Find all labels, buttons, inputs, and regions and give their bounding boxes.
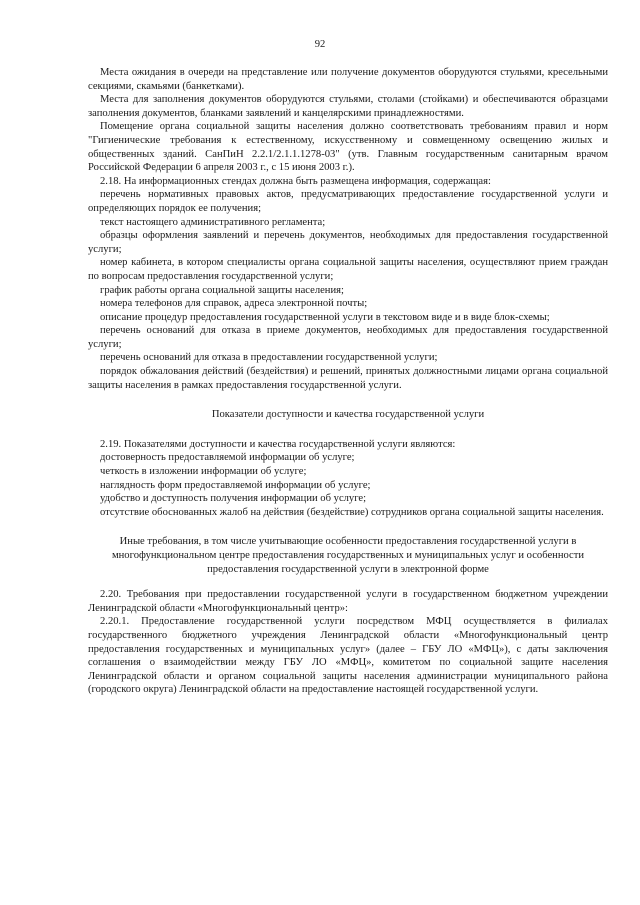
paragraph: 2.18. На информационных стендах должна быть размещена информация, содержащая: <box>100 175 491 187</box>
page-number: 92 <box>314 39 326 50</box>
paragraph: достоверность предоставляемой информации об услуге; <box>100 452 355 464</box>
paragraph: четкость в изложении информации об услуге; <box>100 466 307 478</box>
paragraph: Места для заполнения документов оборудуются стульями, столами (стойками) и обеспечиваются образцами заполнения документов, бланками заявлений и канцелярскими принадлежностями. <box>88 94 608 119</box>
page-body <box>88 66 608 697</box>
paragraph: текст настоящего административного регламента; <box>100 216 326 228</box>
paragraph: перечень оснований для отказа в предоставлении государственной услуги; <box>100 352 438 364</box>
paragraph: 2.20. Требования при предоставлении государственной услуги в государственном бюджетном учреждении Ленинградской области «Многофункциональный центр»: <box>88 589 608 614</box>
paragraph: Места ожидания в очереди на представление или получение документов оборудуются стульями, кресельными секциями, скамьями (банкетками). <box>88 67 608 92</box>
paragraph: график работы органа социальной защиты населения; <box>100 284 344 296</box>
paragraph: перечень оснований для отказа в приеме документов, необходимых для предоставления государственной услуги; <box>88 325 608 350</box>
paragraph: отсутствие обоснованных жалоб на действия (бездействие) сотрудников органа социальной защиты населения. <box>100 506 604 518</box>
section-mfc-requirements <box>88 588 608 697</box>
section-premises-requirements <box>88 66 608 392</box>
paragraph: описание процедур предоставления государственной услуги в текстовом виде и в виде блок-схемы; <box>100 311 550 323</box>
section-heading-accessibility: Показатели доступности и качества государственной услуги <box>211 409 485 421</box>
paragraph: удобство и доступность получения информации об услуге; <box>100 493 367 505</box>
paragraph: Помещение органа социальной защиты населения должно соответствовать требованиям правил и норм "Гигиенические требования к естественному, искусственному и совмещенному освещению жилых и общественных зданий. СанПиН 2.2.1/2.1.1.1278-03" (утв. Главным государственным санитарным врачом Российской Федерации 6 апреля 2003 г., с 15 июня 2003 г.). <box>88 121 608 174</box>
section-heading-other-requirements: Иные требования, в том числе учитывающие особенности предоставления государственной услуги в многофункциональном центре предоставления государственных и муниципальных услуг и особенности предоставления государственной услуги в электронной форме <box>111 536 585 575</box>
paragraph: перечень нормативных правовых актов, предусматривающих предоставление государственной услуги и определяющих порядок ее получения; <box>88 189 608 214</box>
paragraph: образцы оформления заявлений и перечень документов, необходимых для предоставления государственной услуги; <box>88 230 608 255</box>
paragraph: наглядность форм предоставляемой информации об услуге; <box>100 479 371 491</box>
paragraph: номера телефонов для справок, адреса электронной почты; <box>100 298 368 310</box>
paragraph: номер кабинета, в котором специалисты органа социальной защиты населения, осуществляют прием граждан по вопросам предоставления государственной услуги; <box>88 257 608 282</box>
paragraph: 2.19. Показателями доступности и качества государственной услуги являются: <box>100 438 456 450</box>
section-accessibility-indicators <box>88 438 608 520</box>
paragraph: 2.20.1. Предоставление государственной услуги посредством МФЦ осуществляется в филиалах государственного бюджетного учреждения Ленинградской области «Многофункциональный центр предоставления государственных и муниципальных услуг» (далее – ГБУ ЛО «МФЦ»), с даты заключения соглашения о взаимодействии между ГБУ ЛО «МФЦ», комитетом по социальной защите населения Ленинградской области и органом социальной защиты населения администрации муниципального района (городского округа) Ленинградской области на предоставление настоящей государственной услуги. <box>88 616 608 696</box>
paragraph: порядок обжалования действий (бездействия) и решений, принятых должностными лицами органа социальной защиты населения в рамках предоставления государственной услуги. <box>88 366 608 391</box>
